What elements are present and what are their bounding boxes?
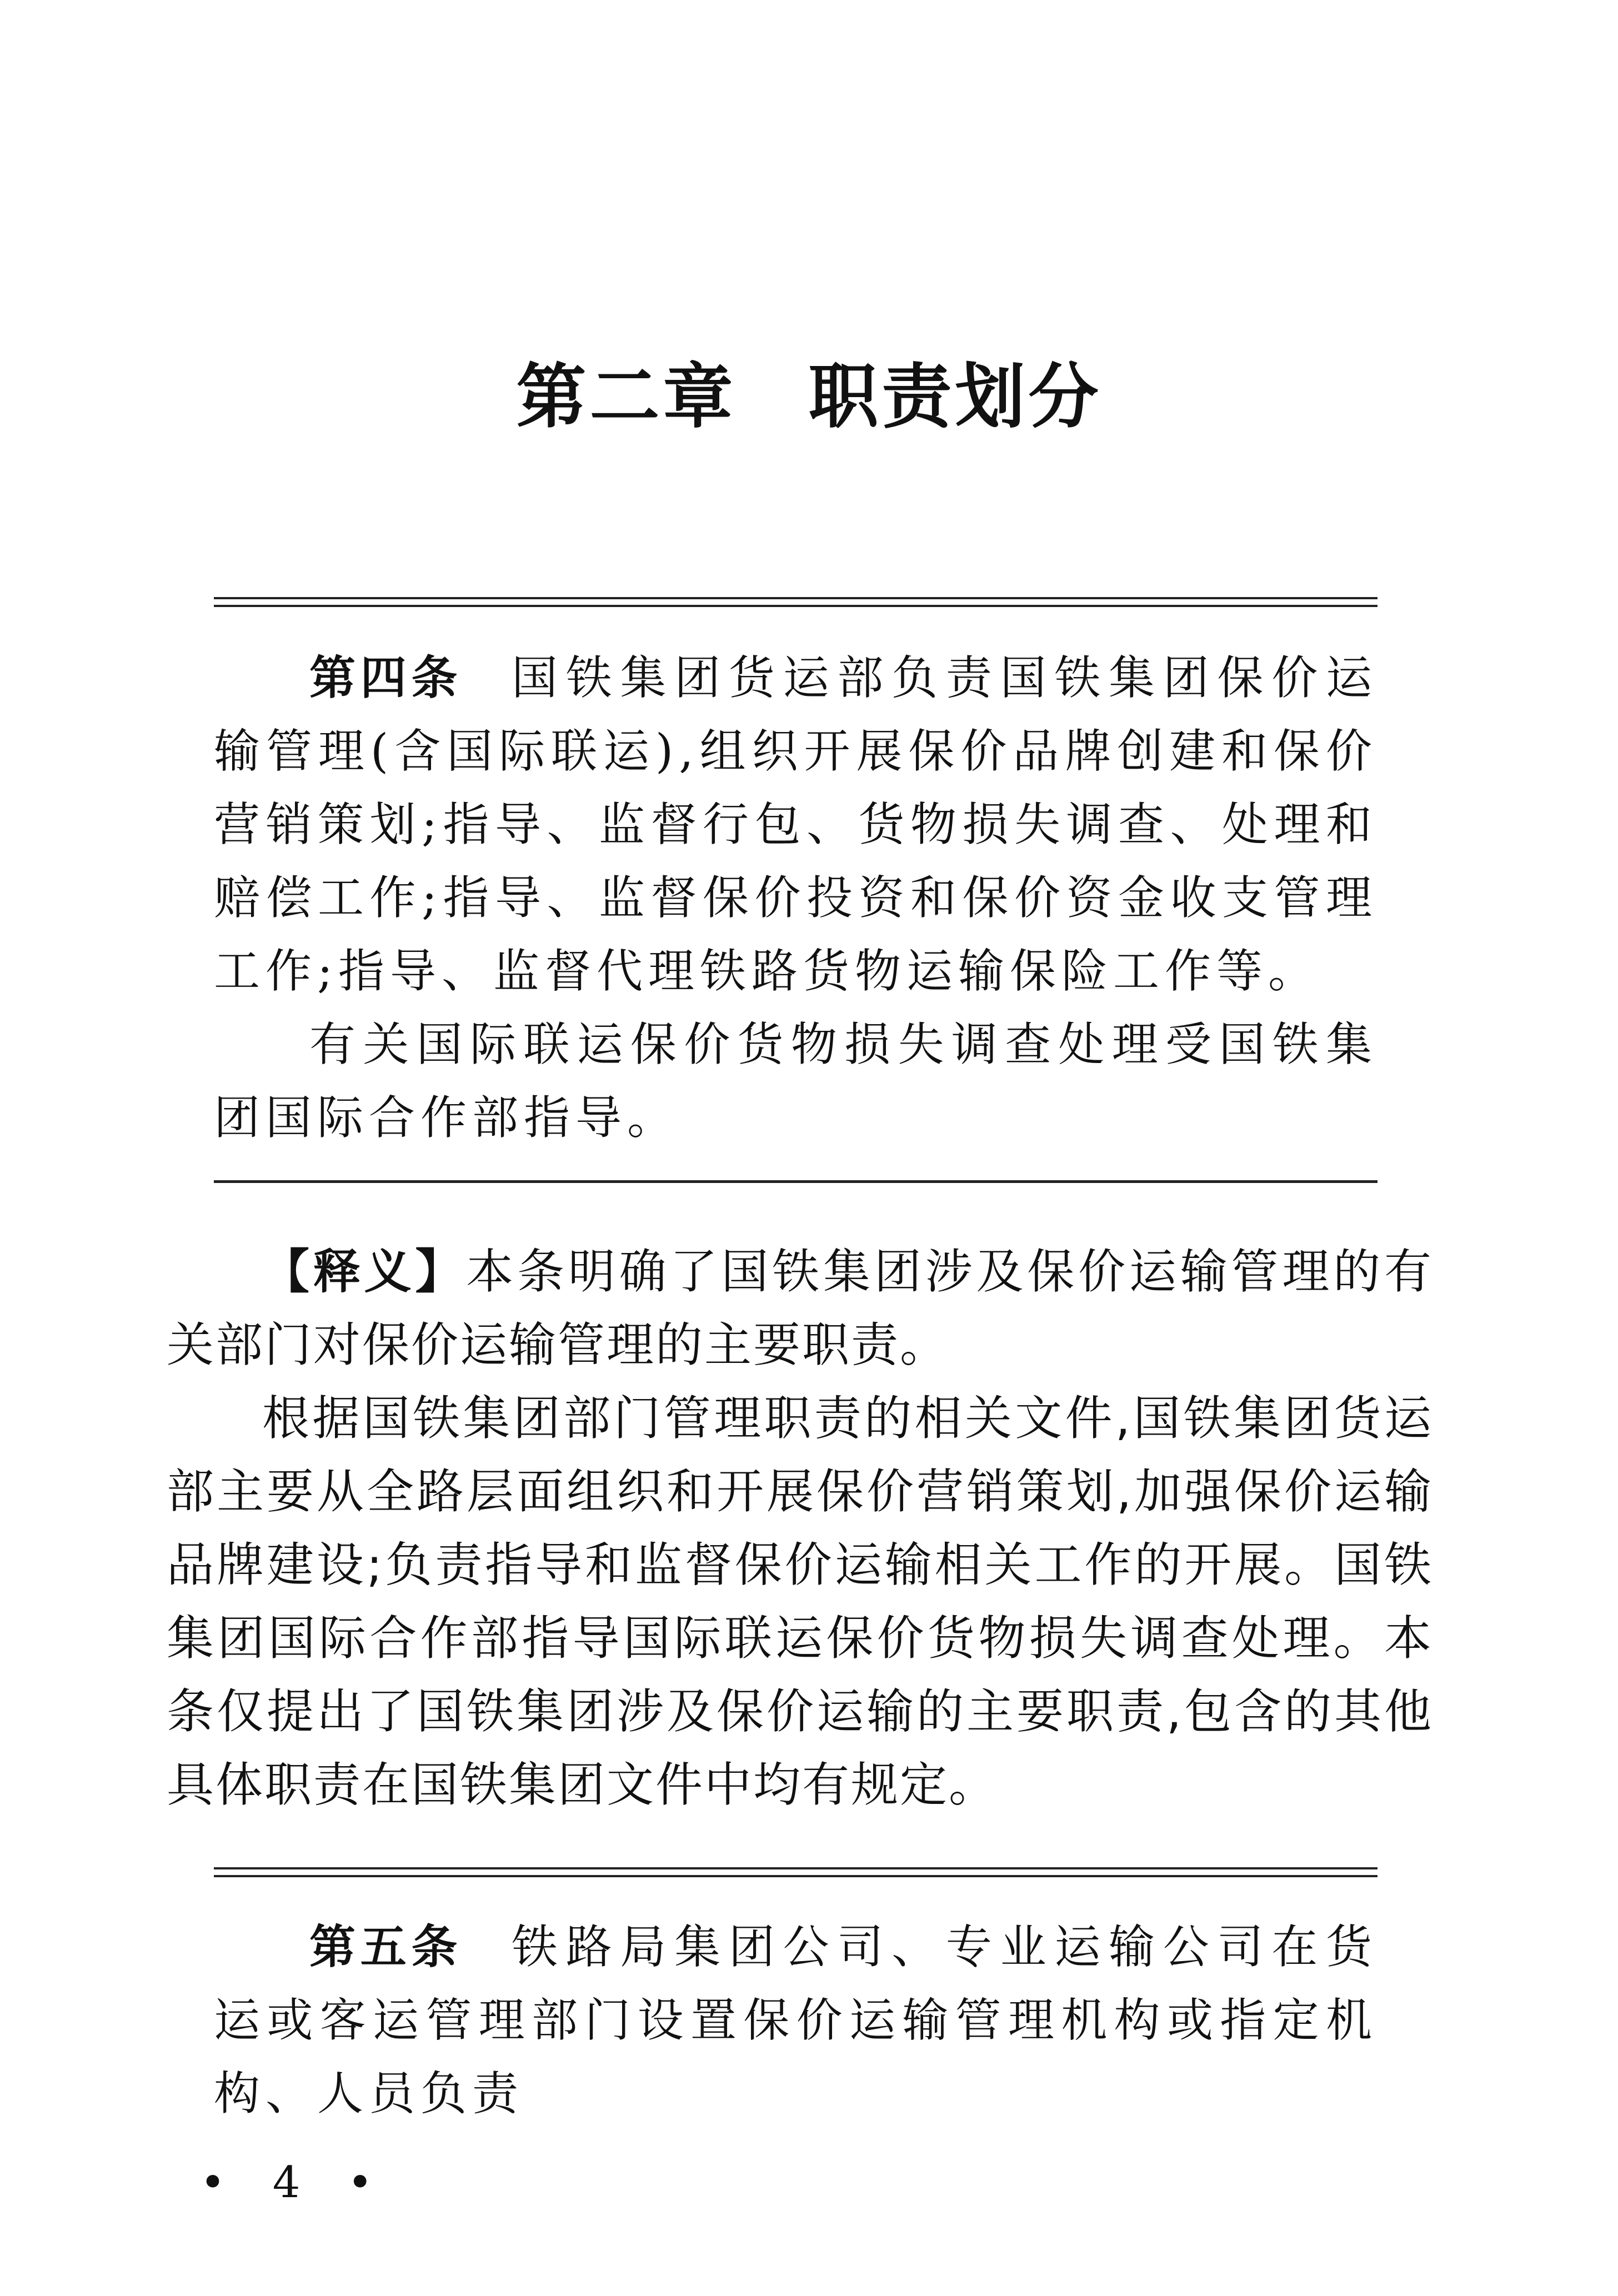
article4-label: 第四条 xyxy=(309,651,463,705)
article-5 xyxy=(214,1911,1377,2130)
chapter-number: 第二章 xyxy=(516,356,737,438)
page-number: • 4 • xyxy=(200,2158,390,2208)
article4-text-1: 国铁集团货运部负责国铁集团保价运输管理(含国际联运),组织开展保价品牌创建和保价营销策划;指导、监督行包、货物损失调查、处理和赔偿工作;指导、监督保价投资和保价资金收支管理工作;指导、监督代理铁路货物运输保险工作等。 xyxy=(214,651,1378,998)
commentary-text-1: 本条明确了国铁集团涉及保价运输管理的有关部门对保价运输管理的主要职责。 xyxy=(167,1245,1433,1373)
commentary-paragraph-1 xyxy=(167,1236,1433,1382)
article5-text: 铁路局集团公司、专业运输公司在货运或客运管理部门设置保价运输管理机构或指定机构、人员负责 xyxy=(214,1920,1378,2120)
commentary-label: 【释义】 xyxy=(262,1245,467,1300)
article5-paragraph xyxy=(214,1911,1377,2130)
chapter-title: 职责划分 xyxy=(808,356,1102,438)
article4-top-double-rule xyxy=(214,597,1377,607)
article-4 xyxy=(214,641,1377,1155)
commentary-paragraph-2: 根据国铁集团部门管理职责的相关文件,国铁集团货运部主要从全路层面组织和开展保价营销策划,加强保价运输品牌建设;负责指导和监督保价运输相关工作的开展。国铁集团国际合作部指导国际联运保价货物损失调查处理。本条仅提出了国铁集团涉及保价运输的主要职责,包含的其他具体职责在国铁集团文件中均有规定。 xyxy=(167,1391,1433,1813)
article4-paragraph-1 xyxy=(214,641,1377,1008)
article4-paragraph-2: 有关国际联运保价货物损失调查处理受国铁集团国际合作部指导。 xyxy=(214,1017,1377,1145)
article4-bottom-rule xyxy=(214,1180,1377,1183)
chapter-heading xyxy=(0,350,1618,444)
commentary-section xyxy=(167,1236,1433,1822)
article5-label: 第五条 xyxy=(309,1920,463,1974)
article5-top-double-rule xyxy=(214,1867,1377,1877)
